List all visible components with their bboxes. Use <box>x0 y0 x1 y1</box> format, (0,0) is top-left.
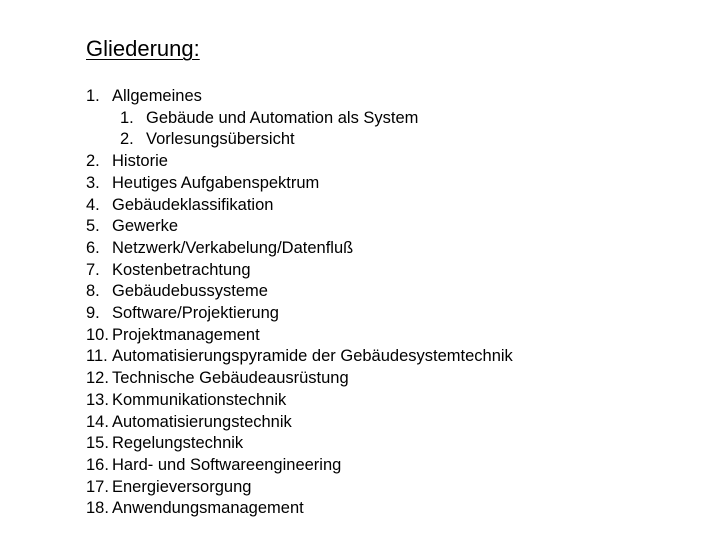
outline-item <box>86 86 513 108</box>
item-text: Gewerke <box>112 217 179 236</box>
item-number: 1. <box>120 108 134 127</box>
item-number: 11. <box>86 347 108 366</box>
item-number: 9. <box>86 304 100 323</box>
page-title: Gliederung: <box>86 36 200 61</box>
item-text: Gebäudeklassifikation <box>112 195 274 214</box>
outline-item <box>86 346 513 368</box>
item-text: Projektmanagement <box>112 325 260 344</box>
item-number: 15. <box>86 434 109 453</box>
item-number: 12. <box>86 369 109 388</box>
item-text: Hard- und Softwareengineering <box>112 455 342 474</box>
outline-subitem <box>86 129 513 151</box>
outline-list <box>86 86 513 520</box>
outline-item <box>86 173 513 195</box>
item-text: Kostenbetrachtung <box>112 260 251 279</box>
item-number: 13. <box>86 390 109 409</box>
item-number: 16. <box>86 455 109 474</box>
item-number: 14. <box>86 412 109 431</box>
item-text: Netzwerk/Verkabelung/Datenfluß <box>112 238 354 257</box>
outline-item <box>86 368 513 390</box>
item-number: 4. <box>86 195 100 214</box>
item-text: Gebäudebussysteme <box>112 282 268 301</box>
item-text: Allgemeines <box>112 87 202 105</box>
item-number: 2. <box>120 130 134 149</box>
outline-item <box>86 412 513 434</box>
item-text: Automatisierungspyramide der Gebäudesystemtechnik <box>112 347 513 366</box>
outline-item <box>86 455 513 477</box>
outline-item <box>86 216 513 238</box>
outline-item <box>86 390 513 412</box>
item-text: Anwendungsmanagement <box>112 499 304 518</box>
outline-item <box>86 498 513 520</box>
item-number: 2. <box>86 152 100 171</box>
outline-item <box>86 281 513 303</box>
item-text: Gebäude und Automation als System <box>146 108 419 127</box>
outline-item <box>86 260 513 282</box>
item-text: Heutiges Aufgabenspektrum <box>112 173 320 192</box>
item-number: 7. <box>86 260 100 279</box>
item-number: 5. <box>86 217 100 236</box>
item-text: Software/Projektierung <box>112 304 279 323</box>
item-number: 10. <box>86 325 109 344</box>
outline-subitem <box>86 108 513 130</box>
item-number: 3. <box>86 173 100 192</box>
outline-item <box>86 238 513 260</box>
item-number: 17. <box>86 477 109 496</box>
item-text: Vorlesungsübersicht <box>146 130 295 149</box>
outline-item <box>86 303 513 325</box>
outline-item <box>86 325 513 347</box>
item-text: Energieversorgung <box>112 477 252 496</box>
outline-item <box>86 151 513 173</box>
outline-item <box>86 477 513 499</box>
item-text: Technische Gebäudeausrüstung <box>112 369 349 388</box>
item-text: Kommunikationstechnik <box>112 390 287 409</box>
item-text: Historie <box>112 152 168 171</box>
item-text: Automatisierungstechnik <box>112 412 292 431</box>
item-number: 1. <box>86 87 100 105</box>
item-text: Regelungstechnik <box>112 434 244 453</box>
outline-item <box>86 433 513 455</box>
item-number: 18. <box>86 499 109 518</box>
item-number: 6. <box>86 238 100 257</box>
outline-item <box>86 195 513 217</box>
item-number: 8. <box>86 282 100 301</box>
